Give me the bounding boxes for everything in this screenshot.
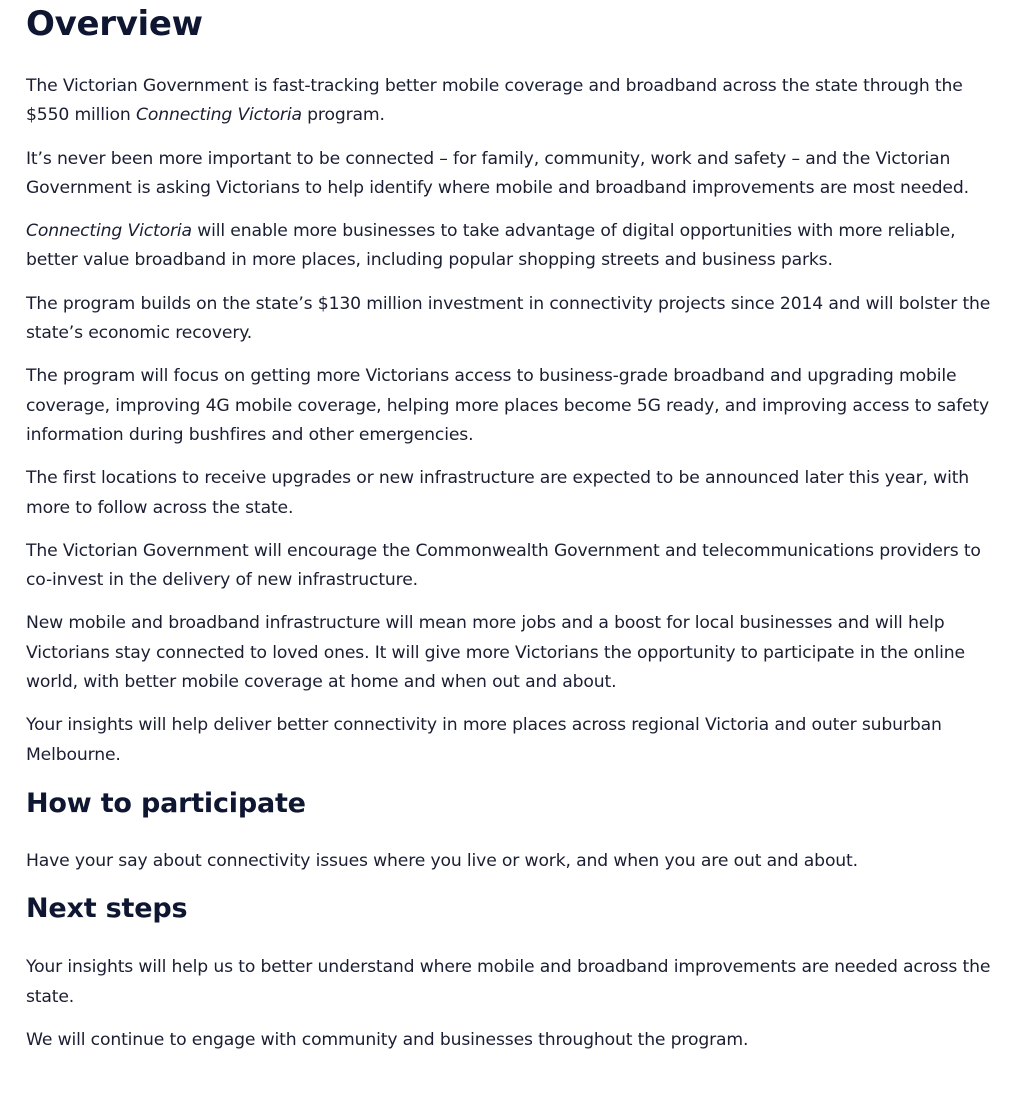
overview-paragraph-1 bbox=[26, 72, 1007, 131]
how-to-participate-heading: How to participate bbox=[26, 787, 306, 819]
next-steps-paragraph-1: Your insights will help us to better understand where mobile and broadband improvements are needed across the state. bbox=[26, 957, 991, 1007]
overview-paragraph-7: The Victorian Government will encourage the Commonwealth Government and telecommunications providers to co-invest in the delivery of new infrastructure. bbox=[26, 540, 981, 591]
overview-paragraph-5: The program will focus on getting more Victorians access to business-grade broadband and upgrading mobile coverage, improving 4G mobile coverage, helping more places become 5G ready, and improving access to safety information during bushfires and other emergencies. bbox=[26, 366, 990, 445]
overview-heading: Overview bbox=[26, 4, 203, 44]
overview-paragraph-1-text-end: program. bbox=[301, 105, 385, 126]
overview-paragraph-6: The first locations to receive upgrades or new infrastructure are expected to be announced later this year, with more to follow across the state. bbox=[26, 468, 970, 518]
next-steps-paragraph-2: We will continue to engage with community and businesses throughout the program. bbox=[26, 1029, 749, 1050]
next-steps-heading: Next steps bbox=[26, 893, 188, 925]
overview-paragraph-1-text-start: The Victorian Government is fast-tracking better mobile coverage and broadband across the state through the $550 million bbox=[26, 76, 963, 126]
overview-paragraph-8: New mobile and broadband infrastructure will mean more jobs and a boost for local businesses and will help Victorians stay connected to loved ones. It will give more Victorians the opportunity to participate in the online world, with better mobile coverage at home and when out and about. bbox=[26, 613, 965, 693]
program-name-emphasis: Connecting Victoria bbox=[135, 105, 302, 126]
program-name-emphasis: Connecting Victoria bbox=[26, 221, 192, 242]
overview-paragraph-3-text: will enable more businesses to take advantage of digital opportunities with more reliable, better value broadband in more places, including popular shopping streets and business parks. bbox=[26, 221, 956, 271]
overview-paragraph-2: It’s never been more important to be connected – for family, community, work and safety – and the Victorian Government is asking Victorians to help identify where mobile and broadband improvements are most needed. bbox=[26, 148, 969, 198]
overview-paragraph-9: Your insights will help deliver better connectivity in more places across regional Victoria and outer suburban Melbourne. bbox=[26, 715, 942, 765]
overview-paragraph-3 bbox=[26, 217, 1007, 276]
overview-paragraph-4: The program builds on the state’s $130 million investment in connectivity projects since 2014 and will bolster the state’s economic recovery. bbox=[26, 293, 991, 344]
how-to-participate-paragraph: Have your say about connectivity issues where you live or work, and when you are out and about. bbox=[26, 850, 858, 871]
